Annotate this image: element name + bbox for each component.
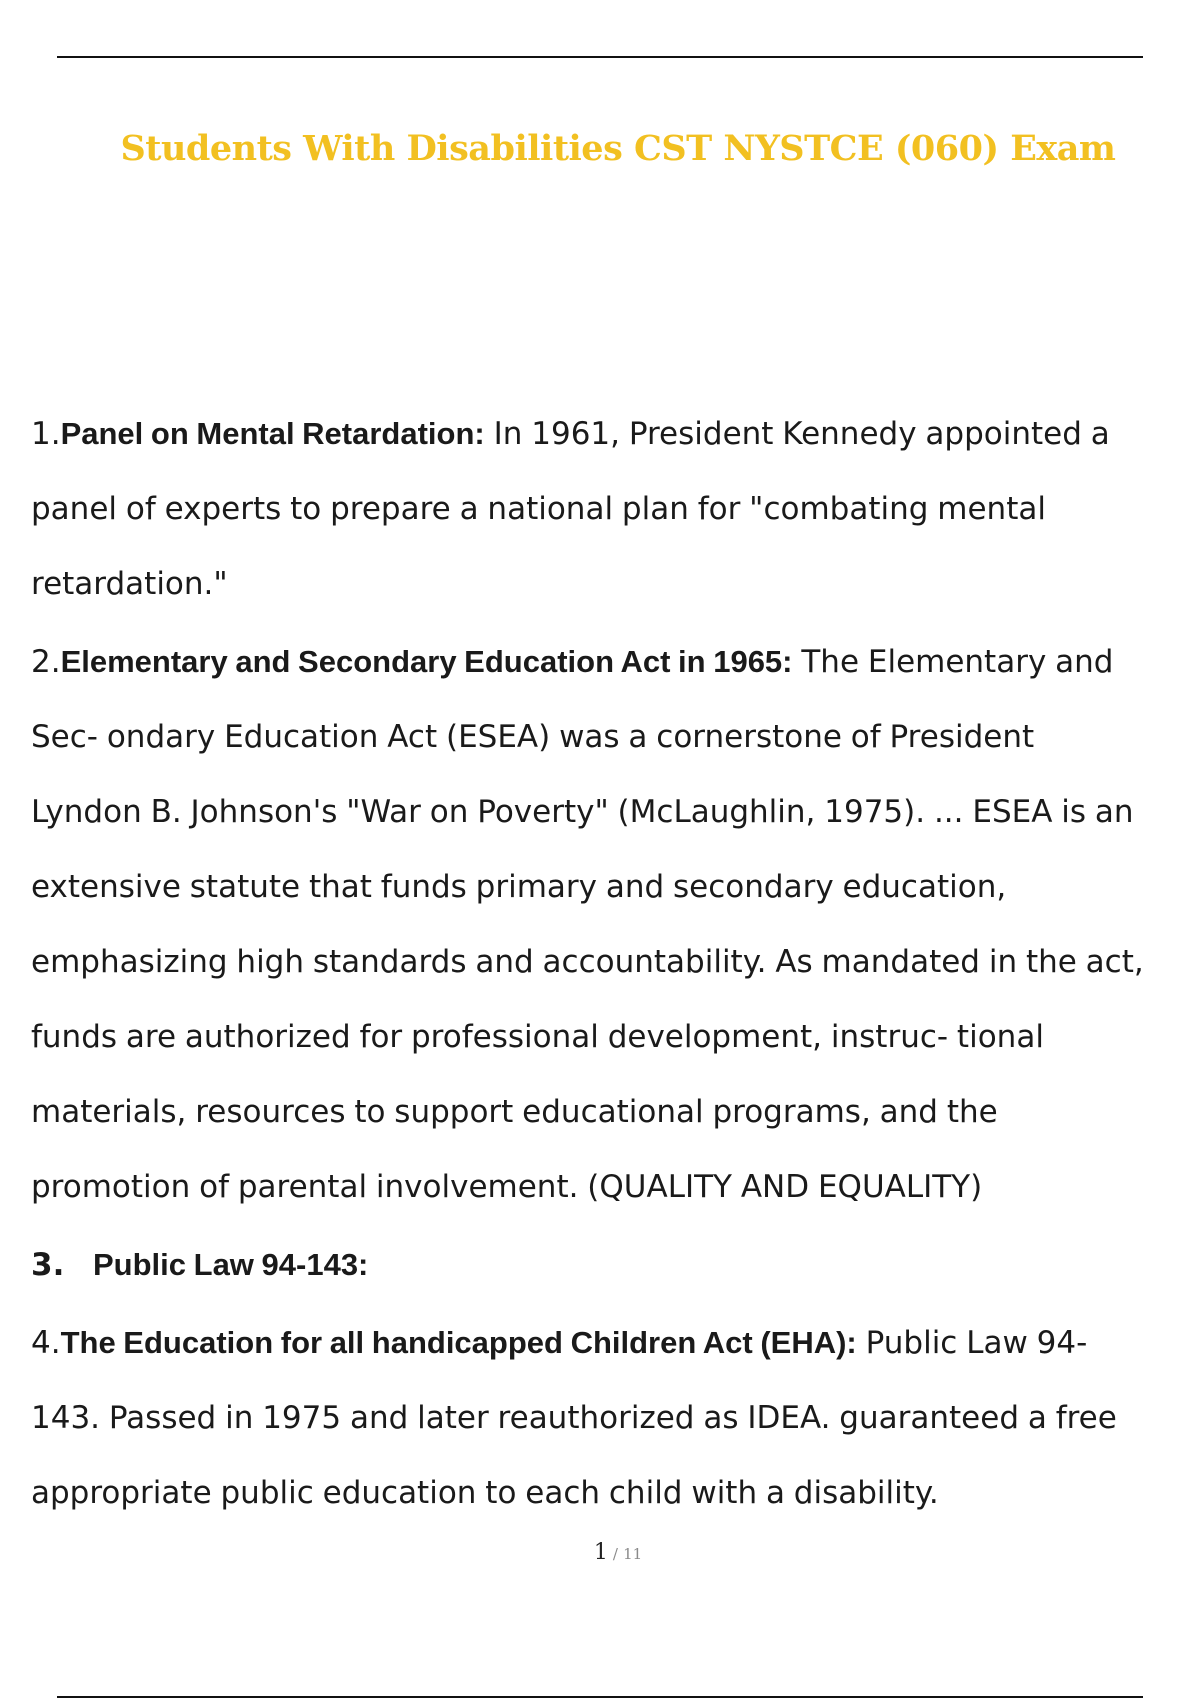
item-term: Panel on Mental Retardation:	[60, 416, 485, 451]
item-text: In 1961, President Kennedy appointed a	[484, 416, 1110, 452]
top-rule	[57, 56, 1143, 58]
item-text: The Elementary and	[792, 644, 1114, 680]
list-item-line	[31, 396, 1200, 472]
item-text: promotion of parental involvement. (QUALITY AND EQUALITY)	[31, 1169, 983, 1205]
item-text: Public Law 94-	[856, 1325, 1088, 1361]
list-item-line	[31, 1305, 1200, 1381]
list-item-3	[31, 1227, 1200, 1303]
item-text: funds are authorized for professional development, instruc- tional	[31, 1019, 1044, 1055]
item-text: appropriate public education to each child with a disability.	[31, 1475, 939, 1511]
item-text: emphasizing high standards and accountability. As mandated in the act,	[31, 944, 1144, 980]
list-item-1	[31, 396, 1200, 622]
item-number: 4.	[31, 1325, 61, 1361]
item-text: Lyndon B. Johnson's "War on Poverty" (McLaughlin, 1975). ... ESEA is an	[31, 794, 1134, 830]
current-page-number: 1	[593, 1540, 608, 1565]
total-page-count: 11	[623, 1545, 643, 1563]
item-number: 2.	[31, 644, 61, 680]
list-item-4	[31, 1305, 1200, 1531]
item-text: 143. Passed in 1975 and later reauthorized as IDEA. guaranteed a free	[31, 1400, 1117, 1436]
page-indicator	[0, 1540, 1200, 1565]
page-separator: /	[612, 1545, 618, 1563]
item-text: extensive statute that funds primary and secondary education,	[31, 869, 1007, 905]
page-title: Students With Disabilities CST NYSTCE (060) Exam	[120, 128, 1116, 169]
item-text: materials, resources to support educational programs, and the	[31, 1094, 998, 1130]
item-term: Public Law 94-143:	[93, 1247, 369, 1282]
item-number: 3.	[31, 1247, 65, 1283]
bottom-rule	[57, 1696, 1143, 1698]
list-item-line	[31, 624, 1200, 700]
document-body	[31, 396, 1200, 1533]
item-text: panel of experts to prepare a national plan for "combating mental	[31, 491, 1046, 527]
list-item-line	[31, 1227, 1200, 1303]
item-text: retardation."	[31, 566, 228, 602]
list-item-2	[31, 624, 1200, 1225]
item-term: Elementary and Secondary Education Act in 1965:	[60, 644, 793, 679]
item-term: The Education for all handicapped Children Act (EHA):	[60, 1325, 857, 1360]
item-number: 1.	[31, 416, 61, 452]
item-text: Sec- ondary Education Act (ESEA) was a cornerstone of President	[31, 719, 1035, 755]
